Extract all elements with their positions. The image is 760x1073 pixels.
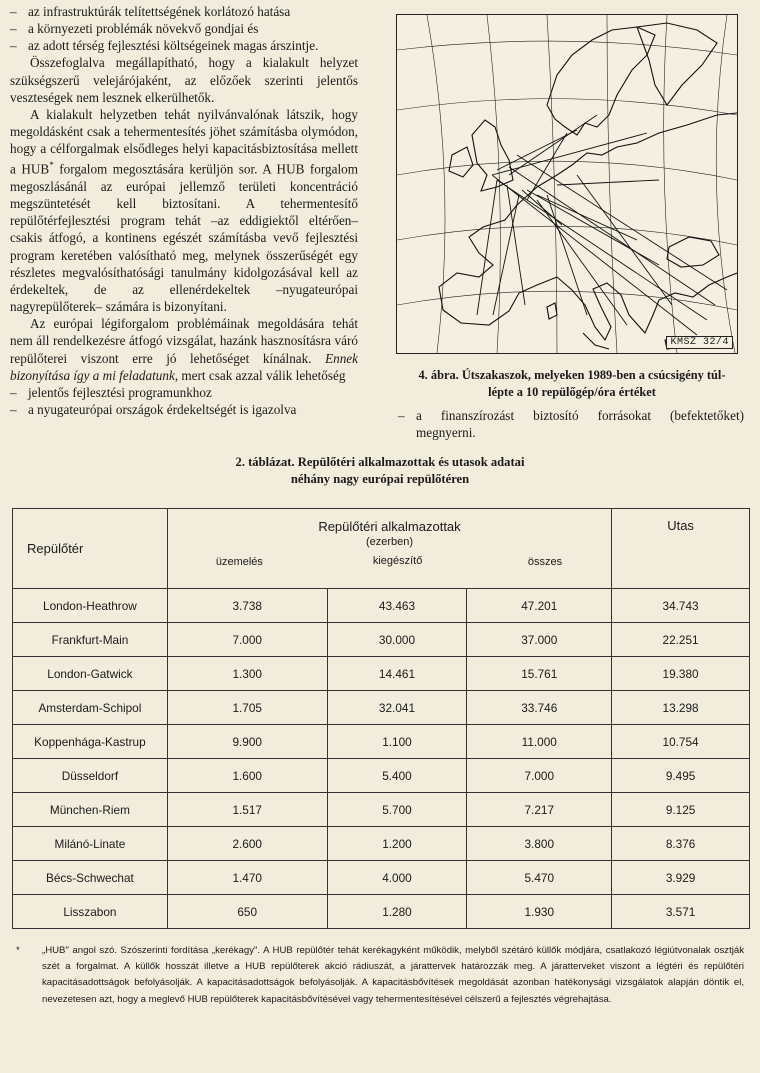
cell-airport: Düsseldorf (13, 759, 168, 793)
map-code-label: KMSZ 32/4 (666, 336, 733, 349)
cell-total: 3.800 (467, 827, 612, 861)
cell-auxiliary: 4.000 (327, 861, 467, 895)
figure-caption-line2: lépte a 10 repülőgép/óra értéket (488, 385, 656, 399)
cell-passengers: 3.571 (612, 895, 750, 929)
list-item: – a nyugateurópai országok érdekeltségét is igazolva (10, 401, 358, 418)
cell-passengers: 19.380 (612, 657, 750, 691)
airport-data-table (12, 508, 750, 929)
table-caption-line1: 2. táblázat. Repülőtéri alkalmazottak és utasok adatai (235, 455, 525, 469)
cell-operations: 9.900 (167, 725, 327, 759)
cell-total: 33.746 (467, 691, 612, 725)
list-item: – az adott térség fejlesztési költségeinek magas árszintje. (10, 37, 358, 54)
table-row (13, 691, 750, 725)
paragraph-conclusion (10, 315, 358, 384)
cell-auxiliary: 14.461 (327, 657, 467, 691)
cell-total: 47.201 (467, 589, 612, 623)
cell-auxiliary: 1.100 (327, 725, 467, 759)
paragraph-hub-text-a: A kialakult helyzetben tehát nyilvánvalónak látszik, hogy megoldásként csak a tehermentesítés jöhet számításba olymódon, hogy a célforgalmak elsődleges helyi kapacitásbiztosítása mellett a HUB (10, 106, 358, 177)
paragraph-summary: Összefoglalva megállapítható, hogy a kialakult helyzet szükségszerű velejárójaként, az előzőek szerinti jelentős veszteségek nem lesznek elkerülhetők. (10, 55, 358, 105)
cell-total: 7.217 (467, 793, 612, 827)
table-body (13, 589, 750, 929)
table-row (13, 725, 750, 759)
column-header-auxiliary: kiegészítő (372, 555, 423, 567)
cell-auxiliary: 5.700 (327, 793, 467, 827)
cell-passengers: 13.298 (612, 691, 750, 725)
table-caption-line2: néhány nagy európai repülőtéren (290, 472, 470, 486)
cell-passengers: 34.743 (612, 589, 750, 623)
paragraph-conclusion-italic: Ennek bizonyítása így a mi feladatunk, (10, 350, 359, 383)
column-header-employees-unit: (ezerben) (365, 536, 414, 548)
list-item: – az infrastruktúrák telítettségének korlátozó hatása (10, 3, 358, 20)
table-row (13, 623, 750, 657)
table-row (13, 589, 750, 623)
figure-caption-line1: 4. ábra. Útszakaszok, melyeken 1989-ben a csúcsigény túl- (418, 368, 726, 382)
cell-airport: München-Riem (13, 793, 168, 827)
cell-total: 11.000 (467, 725, 612, 759)
footnote-marker: * (16, 945, 20, 956)
cell-operations: 1.300 (167, 657, 327, 691)
cell-total: 1.930 (467, 895, 612, 929)
paragraph-hub (10, 106, 358, 315)
list-item: – a finanszírozást biztosító forrásokat (befektetőket) megnyerni. (398, 407, 744, 441)
column-header-airport: Repülőtér (13, 509, 168, 589)
cell-operations: 3.738 (167, 589, 327, 623)
cell-auxiliary: 1.200 (327, 827, 467, 861)
cell-passengers: 22.251 (612, 623, 750, 657)
column-header-employees-title: Repülőtéri alkalmazottak (318, 519, 461, 534)
table-row (13, 759, 750, 793)
cell-passengers: 9.495 (612, 759, 750, 793)
cell-operations: 1.600 (167, 759, 327, 793)
table-row (13, 827, 750, 861)
footnote (16, 943, 744, 1008)
cell-auxiliary: 1.280 (327, 895, 467, 929)
footnote-text: „HUB" angol szó. Szószerinti fordítása „kerékagy". A HUB repülőtér tehát kerékagyként működik, melyből szétáró küllők módjára, csatlakozó légiútvonalak osztják szét a forgalmat. A küllők hosszát illetve a HUB repülőterek akció rádiuszát, a járattervek határozzák meg. A járatterveket viszont a légtéri és repülőtéri kapacitásadottságok befolyásolják. A kapacitásadottságok befolyásolják. A kapacitásbővítések megoldását azonban hatékonysági vizsgálatok alapján döntik el, nevezetesen azt, hogy a meglevő HUB repülőterek kapacitásbővítésével vagy tehermentesítésével célszerű a fejlesztés végrehajtása. (42, 945, 744, 1005)
cell-auxiliary: 32.041 (327, 691, 467, 725)
cell-passengers: 9.125 (612, 793, 750, 827)
cell-operations: 7.000 (167, 623, 327, 657)
left-text-column (10, 3, 358, 418)
cell-passengers: 8.376 (612, 827, 750, 861)
cell-auxiliary: 43.463 (327, 589, 467, 623)
column-header-total: összes (527, 556, 563, 568)
cell-airport: London-Heathrow (13, 589, 168, 623)
cell-airport: Amsterdam-Schipol (13, 691, 168, 725)
cell-operations: 1.470 (167, 861, 327, 895)
paragraph-hub-text-b: forgalom megosztására kerüljön sor. A HUB forgalom megoszlásánál az európai jellemző területi koncentráció megszüntetését kell biztosítani. A tehermentesítő repülőtérfejlesztési program tehát –az eddigiektől eltérően– csakis átfogó, a kontinens egészét számításba vevő fejlesztési program keretében valósítható meg, melynek összerűségét egy részletes megvalósíthatósági tanulmány kidolgozásával kell az érdekeltek, de az ellenérdekeltek –nyugateurópai nagyrepülőterek– számára is bizonyítani. (10, 161, 358, 315)
list-item: – a környezeti problémák növekvő gondjai és (10, 20, 358, 37)
cell-auxiliary: 30.000 (327, 623, 467, 657)
cell-operations: 2.600 (167, 827, 327, 861)
cell-operations: 650 (167, 895, 327, 929)
table-caption (0, 454, 760, 488)
paragraph-conclusion-text: Az európai légiforgalom problémáinak megoldására tehát nem áll rendelkezésre átfogó vizsgálat, hazánk hasznosításra váró repülőterei viszont erre jó lehetőséget kínálnak. (10, 316, 358, 366)
cell-operations: 1.517 (167, 793, 327, 827)
europe-map-illustration (397, 15, 737, 353)
route-map-figure (396, 14, 738, 354)
column-header-passengers: Utas (612, 509, 750, 589)
column-header-employees (167, 509, 611, 589)
cell-total: 7.000 (467, 759, 612, 793)
table-header-row (13, 509, 750, 589)
cell-airport: London-Gatwick (13, 657, 168, 691)
cell-airport: Bécs-Schwechat (13, 861, 168, 895)
cell-total: 15.761 (467, 657, 612, 691)
figure-caption (398, 367, 746, 401)
list-item: – jelentős fejlesztési programunkhoz (10, 384, 358, 401)
cell-operations: 1.705 (167, 691, 327, 725)
cell-airport: Koppenhága-Kastrup (13, 725, 168, 759)
table-row (13, 895, 750, 929)
cell-airport: Frankfurt-Main (13, 623, 168, 657)
cell-passengers: 3.929 (612, 861, 750, 895)
cell-airport: Milánó-Linate (13, 827, 168, 861)
cell-airport: Lisszabon (13, 895, 168, 929)
right-text-column (398, 407, 744, 441)
footnote-reference: * (49, 160, 54, 171)
table-row (13, 793, 750, 827)
table-row (13, 861, 750, 895)
paragraph-conclusion-end: mert csak azzal válik lehetőség (178, 367, 346, 383)
cell-total: 37.000 (467, 623, 612, 657)
table-row (13, 657, 750, 691)
column-header-operations: üzemelés (215, 556, 263, 568)
cell-total: 5.470 (467, 861, 612, 895)
cell-passengers: 10.754 (612, 725, 750, 759)
cell-auxiliary: 5.400 (327, 759, 467, 793)
